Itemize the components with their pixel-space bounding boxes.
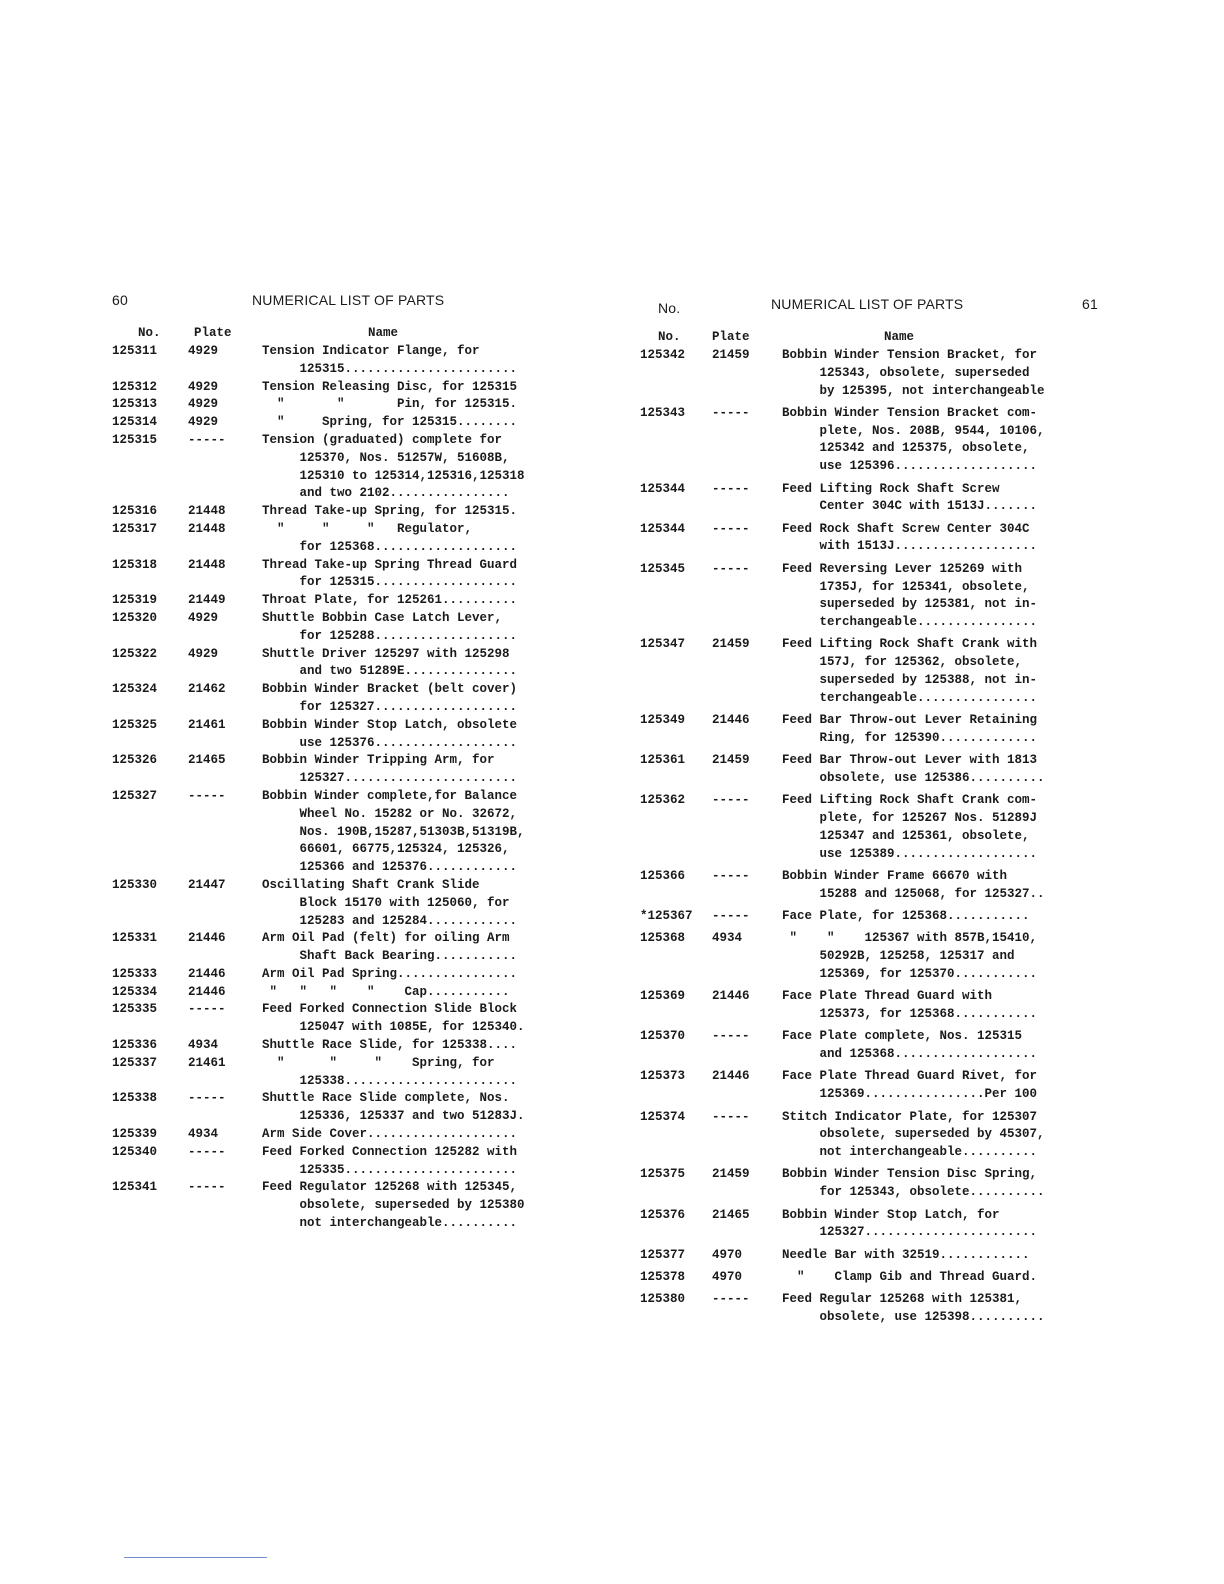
plate-number: 21446 bbox=[712, 989, 750, 1004]
part-row bbox=[112, 1144, 532, 1180]
plate-number: 21465 bbox=[188, 753, 226, 768]
plate-number: ----- bbox=[712, 521, 750, 536]
part-row bbox=[640, 481, 1100, 517]
part-name: Stitch Indicator Plate, for 125307 obsolete, superseded by 45307, not interchangeable.......... bbox=[782, 1109, 1045, 1160]
part-name: " " " Regulator, for 125368................... bbox=[277, 521, 518, 554]
part-row bbox=[640, 752, 1100, 788]
part-row bbox=[112, 414, 532, 432]
plate-number: 4934 bbox=[712, 931, 743, 946]
part-number: *125367 bbox=[640, 909, 693, 924]
part-number: 125326 bbox=[112, 753, 158, 768]
left-parts-list bbox=[112, 343, 532, 1233]
right-page-number: 61 bbox=[1082, 296, 1098, 312]
plate-number: 21446 bbox=[188, 966, 226, 981]
part-row bbox=[640, 908, 1100, 926]
bottom-rule bbox=[124, 1557, 267, 1558]
part-name: Feed Regulator 125268 with 125345, obsolete, superseded by 125380 not interchangeable.......... bbox=[262, 1180, 525, 1231]
plate-number: ----- bbox=[712, 405, 750, 420]
part-name: Feed Forked Connection Slide Block 125047 with 1085E, for 125340. bbox=[262, 1002, 525, 1035]
part-number: 125325 bbox=[112, 717, 158, 732]
plate-number: ----- bbox=[712, 1292, 750, 1307]
plate-number: 4934 bbox=[188, 1038, 219, 1053]
plate-number: 21448 bbox=[188, 504, 226, 519]
part-row bbox=[640, 636, 1100, 707]
right-column-headers bbox=[640, 330, 1100, 347]
part-name: Tension Releasing Disc, for 125315 bbox=[262, 379, 518, 394]
right-col-plate-header: Plate bbox=[712, 330, 750, 344]
part-number: 125369 bbox=[640, 989, 686, 1004]
plate-number: 21446 bbox=[712, 1069, 750, 1084]
part-name: Bobbin Winder Bracket (belt cover) for 125327................... bbox=[262, 682, 518, 714]
left-column-headers bbox=[112, 326, 532, 343]
plate-number: 4929 bbox=[188, 379, 219, 394]
part-row bbox=[640, 868, 1100, 904]
plate-number: 21461 bbox=[188, 1055, 226, 1070]
left-page-title: NUMERICAL LIST OF PARTS bbox=[252, 292, 445, 308]
part-row bbox=[640, 561, 1100, 632]
right-page bbox=[640, 296, 1100, 1331]
plate-number: 21449 bbox=[188, 593, 226, 608]
part-row bbox=[112, 877, 532, 930]
plate-number: ----- bbox=[188, 1180, 226, 1195]
part-name: Feed Bar Throw-out Lever Retaining Ring, for 125390............. bbox=[782, 713, 1038, 745]
plate-number: 21446 bbox=[188, 984, 226, 999]
part-number: 125315 bbox=[112, 432, 158, 447]
part-name: Bobbin Winder complete,for Balance Wheel No. 15282 or No. 32672, Nos. 190B,15287,51303B,51319B, 66601, 66775,125324, 125326, 125366 and 125376............ bbox=[262, 788, 525, 875]
part-number: 125318 bbox=[112, 557, 158, 572]
right-page-corner-label: No. bbox=[658, 300, 681, 316]
plate-number: 21446 bbox=[188, 931, 226, 946]
part-name: Oscillating Shaft Crank Slide Block 15170 with 125060, for 125283 and 125284............ bbox=[262, 877, 518, 928]
left-page bbox=[112, 292, 532, 1233]
right-page-header bbox=[640, 296, 1100, 330]
plate-number: 4929 bbox=[188, 610, 219, 625]
part-name: Arm Side Cover.................... bbox=[262, 1127, 518, 1142]
plate-number: 21459 bbox=[712, 348, 750, 362]
part-number: 125342 bbox=[640, 348, 686, 362]
plate-number: 4934 bbox=[188, 1127, 219, 1142]
part-number: 125341 bbox=[112, 1180, 158, 1195]
part-name: Face Plate Thread Guard Rivet, for 125369................Per 100 bbox=[782, 1069, 1038, 1102]
part-name: Feed Lifting Rock Shaft Screw Center 304C with 1513J....... bbox=[782, 481, 1038, 514]
part-number: 125376 bbox=[640, 1207, 686, 1222]
plate-number: 21448 bbox=[188, 521, 226, 536]
part-number: 125314 bbox=[112, 415, 158, 430]
part-name: Shuttle Bobbin Case Latch Lever, for 125288................... bbox=[262, 610, 518, 643]
plate-number: ----- bbox=[712, 1109, 750, 1124]
part-number: 125362 bbox=[640, 793, 686, 808]
part-row bbox=[640, 521, 1100, 557]
part-number: 125319 bbox=[112, 593, 158, 608]
part-number: 125327 bbox=[112, 788, 158, 803]
part-row bbox=[112, 379, 532, 397]
part-number: 125361 bbox=[640, 753, 686, 768]
plate-number: 4970 bbox=[712, 1247, 743, 1262]
part-number: 125340 bbox=[112, 1144, 158, 1159]
left-col-no-header: No. bbox=[138, 326, 161, 340]
left-page-number: 60 bbox=[112, 292, 128, 308]
part-number: 125317 bbox=[112, 521, 158, 536]
plate-number: 4929 bbox=[188, 415, 219, 430]
plate-number: 21462 bbox=[188, 682, 226, 697]
part-row bbox=[112, 610, 532, 646]
part-name: Tension Indicator Flange, for 125315....................... bbox=[262, 344, 518, 376]
part-number: 125373 bbox=[640, 1069, 686, 1084]
part-row bbox=[112, 788, 532, 877]
part-number: 125345 bbox=[640, 561, 686, 576]
part-name: Bobbin Winder Tripping Arm, for 125327....................... bbox=[262, 753, 518, 786]
part-row bbox=[640, 1247, 1100, 1265]
part-name: Bobbin Winder Tension Bracket, for 125343, obsolete, superseded by 125395, not interchangeable bbox=[782, 348, 1045, 398]
plate-number: ----- bbox=[188, 788, 226, 803]
part-row bbox=[112, 1179, 532, 1232]
part-name: Feed Bar Throw-out Lever with 1813 obsolete, use 125386.......... bbox=[782, 753, 1045, 786]
right-page-title: NUMERICAL LIST OF PARTS bbox=[771, 296, 964, 312]
plate-number: 21447 bbox=[188, 877, 226, 892]
part-number: 125377 bbox=[640, 1247, 686, 1262]
part-number: 125344 bbox=[640, 521, 686, 536]
part-name: Feed Reversing Lever 125269 with 1735J, for 125341, obsolete, superseded by 125381, not in- terchangeable................ bbox=[782, 561, 1038, 630]
part-name: Feed Forked Connection 125282 with 125335....................... bbox=[262, 1144, 518, 1177]
part-number: 125343 bbox=[640, 405, 686, 420]
part-number: 125313 bbox=[112, 397, 158, 412]
left-col-name-header: Name bbox=[368, 326, 399, 340]
part-row bbox=[112, 1126, 532, 1144]
right-col-name-header: Name bbox=[884, 330, 915, 344]
part-row bbox=[112, 432, 532, 503]
part-name: Tension (graduated) complete for 125370, Nos. 51257W, 51608B, 125310 to 125314,125316,125318 and two 2102................ bbox=[262, 432, 525, 501]
part-row bbox=[112, 1001, 532, 1037]
part-row bbox=[112, 557, 532, 593]
plate-number: ----- bbox=[188, 1144, 226, 1159]
part-row bbox=[112, 752, 532, 788]
part-name: Feed Regular 125268 with 125381, obsolete, use 125398.......... bbox=[782, 1292, 1045, 1325]
plate-number: 4970 bbox=[712, 1269, 743, 1284]
part-row bbox=[640, 1028, 1100, 1064]
part-number: 125322 bbox=[112, 646, 158, 661]
part-number: 125316 bbox=[112, 504, 158, 519]
part-row bbox=[640, 988, 1100, 1024]
part-row bbox=[640, 1166, 1100, 1202]
part-name: " Spring, for 125315........ bbox=[262, 415, 518, 430]
right-parts-list bbox=[640, 347, 1100, 1327]
part-number: 125330 bbox=[112, 877, 158, 892]
part-number: 125312 bbox=[112, 379, 158, 394]
part-name: Feed Lifting Rock Shaft Crank com- plete, for 125267 Nos. 51289J 125347 and 125361, obsolete, use 125389................... bbox=[782, 793, 1038, 861]
part-row bbox=[112, 1090, 532, 1126]
part-row bbox=[112, 681, 532, 717]
part-name: Bobbin Winder Stop Latch, for 125327....................... bbox=[782, 1207, 1038, 1240]
part-row bbox=[112, 930, 532, 966]
part-row bbox=[112, 717, 532, 753]
part-name: Feed Lifting Rock Shaft Crank with 157J, for 125362, obsolete, superseded by 125388, not in- terchangeable................ bbox=[782, 637, 1038, 705]
part-row bbox=[112, 1055, 532, 1091]
part-name: Bobbin Winder Stop Latch, obsolete use 125376................... bbox=[262, 717, 518, 750]
part-row bbox=[640, 930, 1100, 983]
part-number: 125333 bbox=[112, 966, 158, 981]
plate-number: 21459 bbox=[712, 753, 750, 768]
part-number: 125311 bbox=[112, 344, 158, 358]
part-name: Arm Oil Pad Spring................ bbox=[262, 966, 518, 981]
part-number: 125370 bbox=[640, 1029, 686, 1044]
part-number: 125375 bbox=[640, 1167, 686, 1182]
plate-number: ----- bbox=[712, 481, 750, 496]
plate-number: 21461 bbox=[188, 717, 226, 732]
part-row bbox=[640, 712, 1100, 748]
plate-number: ----- bbox=[712, 1029, 750, 1044]
part-name: Feed Rock Shaft Screw Center 304C with 1513J................... bbox=[782, 521, 1038, 554]
part-row bbox=[112, 646, 532, 682]
part-name: Bobbin Winder Tension Disc Spring, for 125343, obsolete.......... bbox=[782, 1167, 1045, 1200]
part-name: Shuttle Race Slide complete, Nos. 125336, 125337 and two 51283J. bbox=[262, 1091, 525, 1124]
part-name: " " 125367 with 857B,15410, 50292B, 125258, 125317 and 125369, for 125370........... bbox=[789, 931, 1038, 981]
plate-number: ----- bbox=[712, 561, 750, 576]
plate-number: 21459 bbox=[712, 1167, 750, 1182]
left-page-header bbox=[112, 292, 532, 326]
part-number: 125324 bbox=[112, 682, 158, 697]
part-row bbox=[640, 347, 1100, 400]
part-number: 125335 bbox=[112, 1002, 158, 1017]
part-name: " Clamp Gib and Thread Guard. bbox=[782, 1269, 1038, 1284]
part-number: 125339 bbox=[112, 1127, 158, 1142]
part-name: Needle Bar with 32519............ bbox=[782, 1247, 1030, 1262]
part-name: Thread Take-up Spring, for 125315. bbox=[262, 504, 518, 519]
part-name: Throat Plate, for 125261.......... bbox=[262, 593, 518, 608]
part-row bbox=[112, 396, 532, 414]
part-name: Bobbin Winder Frame 66670 with 15288 and 125068, for 125327.. bbox=[782, 869, 1045, 901]
plate-number: 21459 bbox=[712, 637, 750, 652]
plate-number: ----- bbox=[712, 793, 750, 808]
part-row bbox=[640, 1207, 1100, 1243]
part-row bbox=[640, 1269, 1100, 1287]
part-number: 125344 bbox=[640, 481, 686, 496]
part-row bbox=[640, 1109, 1100, 1162]
part-number: 125334 bbox=[112, 984, 158, 999]
part-row bbox=[112, 503, 532, 521]
part-number: 125368 bbox=[640, 931, 686, 946]
part-name: Face Plate complete, Nos. 125315 and 125368................... bbox=[782, 1029, 1038, 1062]
plate-number: 4929 bbox=[188, 397, 219, 412]
part-row bbox=[112, 984, 532, 1002]
plate-number: ----- bbox=[712, 909, 750, 924]
part-name: Shuttle Race Slide, for 125338.... bbox=[262, 1038, 518, 1053]
part-name: Bobbin Winder Tension Bracket com- plete, Nos. 208B, 9544, 10106, 125342 and 125375, obsolete, use 125396................... bbox=[782, 405, 1045, 474]
left-col-plate-header: Plate bbox=[194, 326, 232, 340]
part-number: 125320 bbox=[112, 610, 158, 625]
part-number: 125331 bbox=[112, 931, 158, 946]
part-number: 125336 bbox=[112, 1038, 158, 1053]
part-name: Shuttle Driver 125297 with 125298 and two 51289E............... bbox=[262, 646, 518, 679]
part-name: Thread Take-up Spring Thread Guard for 125315................... bbox=[262, 557, 518, 590]
part-name: " " " " Cap........... bbox=[262, 984, 510, 999]
part-name: Face Plate, for 125368........... bbox=[782, 909, 1030, 924]
plate-number: 21465 bbox=[712, 1207, 750, 1222]
part-number: 125338 bbox=[112, 1091, 158, 1106]
plate-number: 4929 bbox=[188, 344, 219, 358]
part-number: 125374 bbox=[640, 1109, 686, 1124]
part-row bbox=[112, 966, 532, 984]
part-row bbox=[112, 592, 532, 610]
part-number: 125380 bbox=[640, 1292, 686, 1307]
part-row bbox=[640, 1291, 1100, 1327]
part-row bbox=[112, 521, 532, 557]
part-name: " " Pin, for 125315. bbox=[262, 397, 518, 412]
part-number: 125366 bbox=[640, 869, 686, 884]
part-number: 125337 bbox=[112, 1055, 158, 1070]
plate-number: 21446 bbox=[712, 713, 750, 728]
part-name: Face Plate Thread Guard with 125373, for 125368........... bbox=[782, 989, 1038, 1022]
plate-number: ----- bbox=[712, 869, 750, 884]
plate-number: 21448 bbox=[188, 557, 226, 572]
part-number: 125349 bbox=[640, 713, 686, 728]
part-number: 125347 bbox=[640, 637, 686, 652]
part-row bbox=[640, 792, 1100, 863]
right-col-no-header: No. bbox=[658, 330, 681, 344]
plate-number: ----- bbox=[188, 432, 226, 447]
part-name: " " " Spring, for 125338....................... bbox=[277, 1055, 518, 1088]
plate-number: ----- bbox=[188, 1002, 226, 1017]
part-row bbox=[112, 1037, 532, 1055]
part-name: Arm Oil Pad (felt) for oiling Arm Shaft Back Bearing........... bbox=[262, 931, 518, 964]
part-row bbox=[112, 343, 532, 379]
part-row bbox=[640, 1068, 1100, 1104]
plate-number: 4929 bbox=[188, 646, 219, 661]
part-row bbox=[640, 405, 1100, 476]
part-number: 125378 bbox=[640, 1269, 686, 1284]
plate-number: ----- bbox=[188, 1091, 226, 1106]
